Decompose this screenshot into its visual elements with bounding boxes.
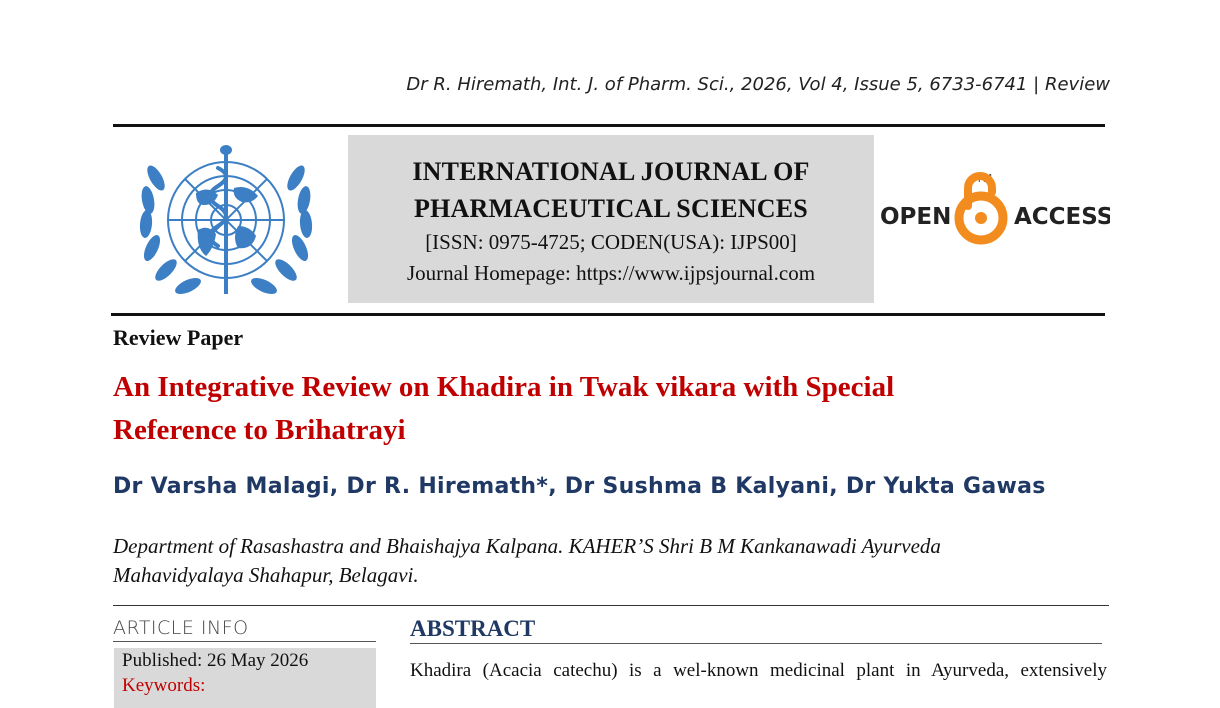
open-access-open-text: OPEN	[880, 204, 952, 230]
paper-type: Review Paper	[113, 325, 244, 350]
section-divider	[113, 605, 1109, 606]
keywords-label: Keywords:	[122, 675, 206, 696]
journal-name	[348, 153, 874, 227]
journal-name-line1: INTERNATIONAL JOURNAL OF	[412, 157, 810, 186]
bottom-rule	[111, 313, 1105, 316]
journal-masthead	[348, 135, 874, 303]
open-access-access-text: ACCESS	[1014, 204, 1110, 230]
author-list: Dr Varsha Malagi, Dr R. Hiremath*, Dr Sushma B Kalyani, Dr Yukta Gawas	[113, 474, 1046, 499]
affiliation-line2: Mahavidyalaya Shahapur, Belagavi.	[113, 563, 419, 587]
affiliation	[113, 532, 1013, 590]
open-access-logo	[880, 160, 1110, 250]
paper-title-line1: An Integrative Review on Khadira in Twak vikara with Special	[113, 371, 895, 403]
top-rule	[113, 124, 1105, 127]
published-date: Published: 26 May 2026	[122, 650, 309, 671]
article-info-heading: ARTICLE INFO	[113, 617, 376, 642]
open-lock-icon	[959, 176, 1003, 240]
journal-name-line2: PHARMACEUTICAL SCIENCES	[414, 194, 808, 223]
journal-homepage: Journal Homepage: https://www.ijpsjournal.com	[406, 261, 816, 285]
paper-title	[113, 366, 1013, 452]
journal-issn: [ISSN: 0975-4725; CODEN(USA): IJPS00]	[425, 230, 797, 254]
article-info-box	[114, 648, 376, 708]
un-emblem-logo	[126, 138, 326, 304]
abstract-text: Khadira (Acacia catechu) is a wel-known medicinal plant in Ayurveda, extensively	[410, 660, 1107, 681]
citation-header: Dr R. Hiremath, Int. J. of Pharm. Sci., 2026, Vol 4, Issue 5, 6733-6741 | Review	[406, 74, 1110, 95]
abstract-heading: ABSTRACT	[410, 616, 1102, 644]
affiliation-line1: Department of Rasashastra and Bhaishajya Kalpana. KAHER’S Shri B M Kankanawadi Ayurveda	[113, 534, 941, 558]
open-access-tm: TM	[976, 172, 993, 185]
paper-title-line2: Reference to Brihatrayi	[113, 414, 406, 446]
